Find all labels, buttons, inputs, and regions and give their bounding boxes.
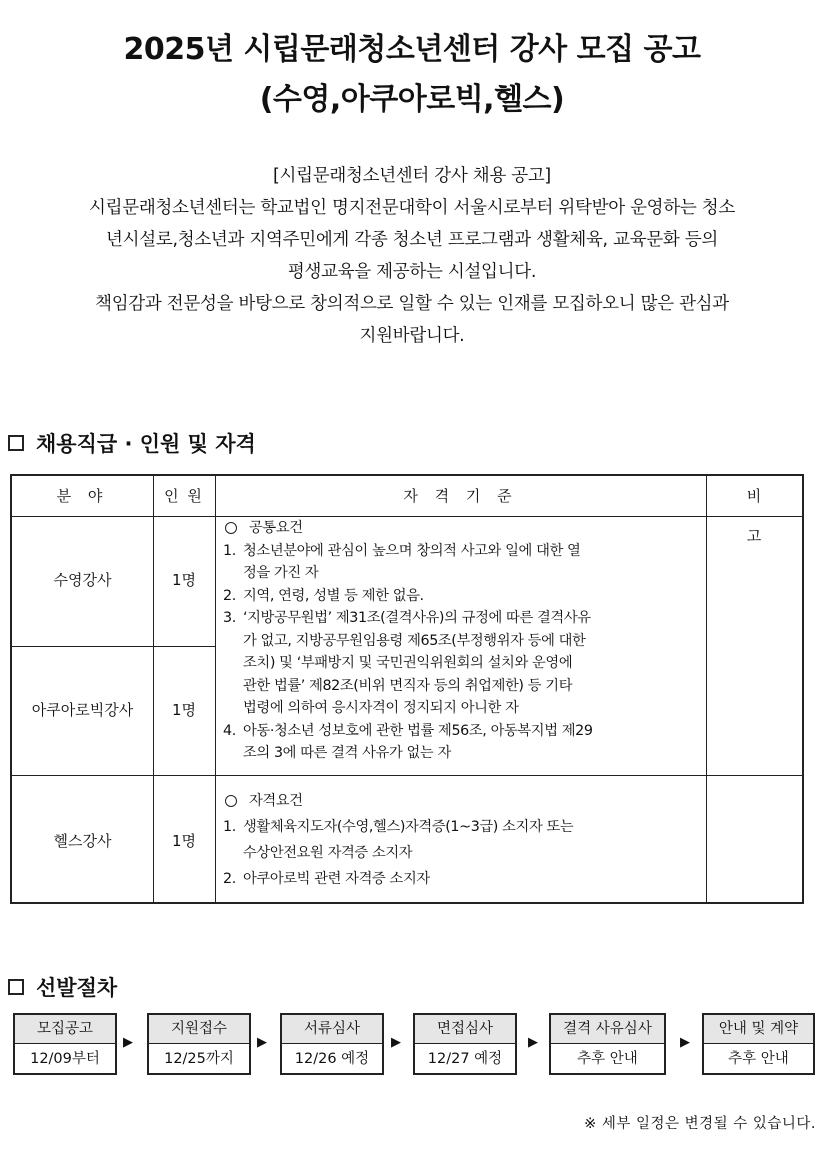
process-step	[147, 1013, 251, 1075]
common-requirements	[223, 517, 701, 765]
qualification-requirements	[223, 788, 701, 892]
header-criteria: 자 격 기 준	[403, 487, 518, 505]
page-title: 2025년 시립문래청소년센터 강사 모집 공고	[123, 32, 701, 67]
arrow-right-icon: ▶	[123, 1035, 133, 1050]
step-label: 안내 및 계약	[704, 1015, 813, 1044]
table-divider	[706, 476, 707, 902]
process-step	[413, 1013, 517, 1075]
step-value: 12/27 예정	[427, 1051, 503, 1067]
step-value: 12/09부터	[30, 1051, 100, 1067]
step-label: 지원접수	[149, 1015, 249, 1044]
schedule-note: ※ 세부 일정은 변경될 수 있습니다.	[584, 1116, 816, 1132]
row-field-health: 헬스강사	[53, 832, 112, 850]
header-field: 분 야	[56, 487, 109, 505]
table-divider	[12, 646, 215, 647]
table-divider	[215, 476, 216, 902]
intro-text	[8, 160, 816, 352]
list-item: 4. 아동·청소년 성보호에 관한 법률 제56조, 아동복지법 제29 조의 3에 따른 결격 사유가 없는 자	[223, 722, 593, 761]
circle-icon	[225, 522, 237, 534]
list-item: 3. ‘지방공무원법’ 제31조(결격사유)의 규정에 따른 결격사유 가 없고, 지방공무원임용령 제65조(부정행위자 등에 대한 조치) 및 ‘부패방지 및 국민권익위원회의 설치와 운영에 관한 법률’ 제82조(비위 면직자 등의 취업제한) 등 기타 법령에 의하여 응시자격이 정지되지 아니한 자	[223, 610, 591, 716]
step-value: 추후 안내	[577, 1051, 638, 1067]
intro-line: 지원바랍니다.	[359, 326, 465, 346]
section-process-heading	[8, 972, 117, 1002]
section-title: 선발절차	[36, 976, 118, 1000]
step-label: 결격 사유심사	[551, 1015, 664, 1044]
intro-line: 평생교육을 제공하는 시설입니다.	[287, 262, 537, 282]
section-title: 채용직급 · 인원 및 자격	[36, 432, 256, 456]
page-subtitle: (수영,아쿠아로빅,헬스)	[259, 82, 565, 117]
list-item: 2. 지역, 연령, 성별 등 제한 없음.	[223, 587, 424, 604]
table-divider	[12, 775, 802, 776]
intro-line: 년시설로,청소년과 지역주민에게 각종 청소년 프로그램과 생활체육, 교육문화 등의	[106, 230, 718, 250]
step-value: 12/26 예정	[294, 1051, 370, 1067]
circle-icon	[225, 795, 237, 807]
process-step	[702, 1013, 815, 1075]
row-field-swim: 수영강사	[53, 571, 112, 589]
list-item: 1. 생활체육지도자(수영,헬스)자격증(1~3급) 소지자 또는 수상안전요원 자격증 소지자	[223, 819, 574, 861]
row-count: 1명	[171, 571, 197, 589]
step-value: 추후 안내	[728, 1051, 789, 1067]
step-label: 면접심사	[415, 1015, 515, 1044]
header-remark: 비 고	[746, 487, 778, 545]
intro-line: 책임감과 전문성을 바탕으로 창의적으로 일할 수 있는 인재를 모집하오니 많은 관심과	[95, 294, 729, 314]
row-count: 1명	[171, 701, 197, 719]
step-value: 12/25까지	[164, 1051, 234, 1067]
checkbox-square-icon	[8, 979, 24, 995]
step-label: 서류심사	[282, 1015, 382, 1044]
arrow-right-icon: ▶	[257, 1035, 267, 1050]
section-qualifications-heading	[8, 428, 256, 458]
process-step	[13, 1013, 117, 1075]
list-item: 2. 아쿠아로빅 관련 자격증 소지자	[223, 871, 430, 887]
checkbox-square-icon	[8, 435, 24, 451]
header-count: 인 원	[164, 487, 204, 505]
list-item: 1. 청소년분야에 관심이 높으며 창의적 사고와 일에 대한 열 정을 가진 자	[223, 542, 581, 581]
intro-heading: [시립문래청소년센터 강사 채용 공고]	[273, 166, 551, 186]
common-requirements-title: 공통요건	[223, 517, 701, 540]
arrow-right-icon: ▶	[680, 1035, 690, 1050]
row-field-aqua: 아쿠아로빅강사	[31, 701, 134, 719]
arrow-right-icon: ▶	[391, 1035, 401, 1050]
arrow-right-icon: ▶	[528, 1035, 538, 1050]
qualification-requirements-title: 자격요건	[223, 788, 701, 814]
process-step	[549, 1013, 666, 1075]
step-label: 모집공고	[15, 1015, 115, 1044]
qualification-table	[10, 474, 804, 904]
process-step	[280, 1013, 384, 1075]
row-count: 1명	[171, 832, 197, 850]
intro-line: 시립문래청소년센터는 학교법인 명지전문대학이 서울시로부터 위탁받아 운영하는 청소	[89, 198, 735, 218]
